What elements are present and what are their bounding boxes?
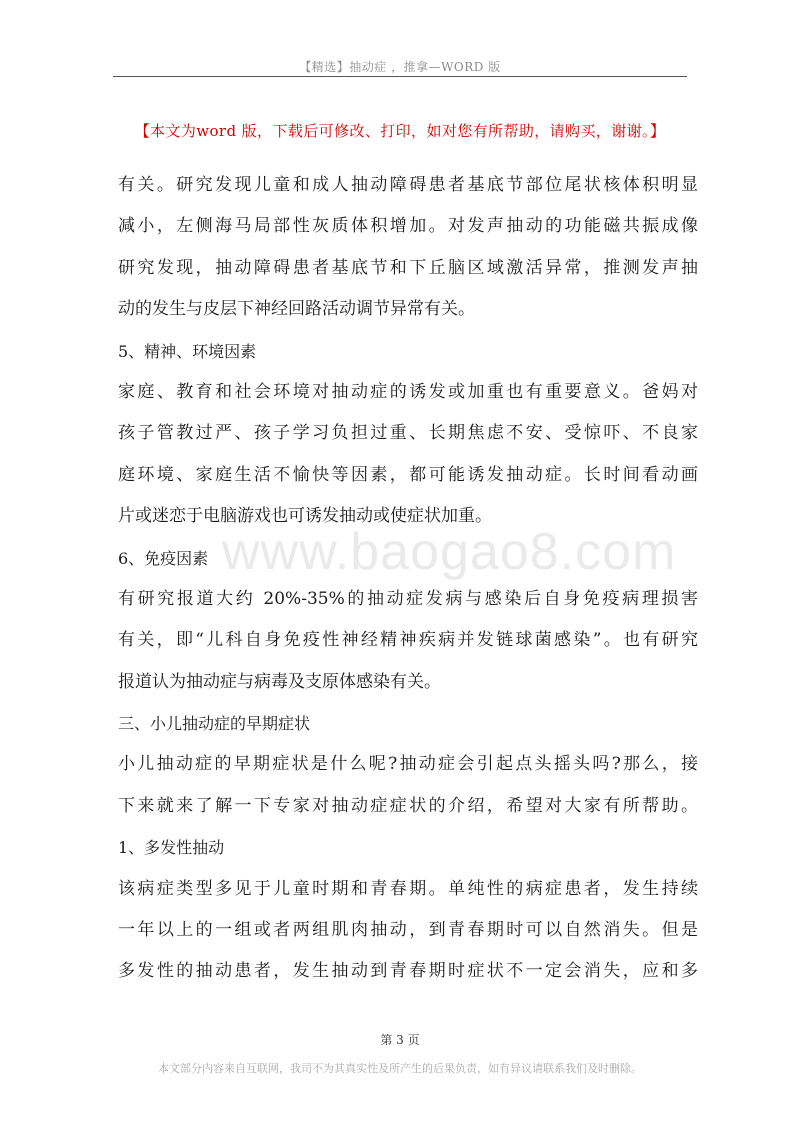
body-text [118,165,698,993]
section-heading: 1、多发性抽动 [118,838,225,858]
paragraph-line: 庭环境、家庭生活不愉快等因素，都可能诱发抽动症。长时间看动画 [118,464,698,485]
paragraph-line: 一年以上的一组或者两组肌肉抽动，到青春期时可以自然消失。但是 [118,920,698,941]
paragraph-line: 孩子管教过严、孩子学习负担过重、长期焦虑不安、受惊吓、不良家 [118,423,698,444]
paragraph-line: 动的发生与皮层下神经回路活动调节异常有关。 [118,299,475,320]
section-heading: 6、免疫因素 [118,548,209,568]
paragraph-line: 该病症类型多见于儿童时期和青春期。单纯性的病症患者，发生持续 [118,878,698,899]
page-number: 第 3 页 [380,1033,420,1047]
download-notice: 【本文为word 版，下载后可修改、打印，如对您有所帮助，请购买，谢谢。】 [134,122,666,140]
paragraph-line: 下来就来了解一下专家对抽动症症状的介绍，希望对大家有所帮助。 [118,795,698,816]
paragraph-line: 有关。研究发现儿童和成人抽动障碍患者基底节部位尾状核体积明显 [118,175,698,195]
disclaimer-footer: 本文部分内容来自互联网，我司不为其真实性及所产生的后果负责，如有异议请联系我们及时删除。 [158,1062,642,1075]
paragraph-line: 片或迷恋于电脑游戏也可诱发抽动或使症状加重。 [118,506,492,527]
paragraph-line: 报道认为抽动症与病毒及支原体感染有关。 [118,671,441,692]
watermark: www.baogao8.com [222,523,677,581]
paragraph-line: 有研究报道大约 20%-35%的抽动症发病与感染后自身免疫病理损害 [118,588,698,609]
header-divider [113,76,687,77]
page-header: 【精选】抽动症 ，推拿—WORD 版 [299,60,501,74]
paragraph-line: 多发性的抽动患者，发生抽动到青春期时症状不一定会消失，应和多 [118,961,698,982]
paragraph-line: 研究发现，抽动障碍患者基底节和下丘脑区域激活异常，推测发声抽 [118,257,698,278]
paragraph-line: 家庭、教育和社会环境对抽动症的诱发或加重也有重要意义。爸妈对 [118,381,698,402]
paragraph-line: 小儿抽动症的早期症状是什么呢?抽动症会引起点头摇头吗?那么，接 [118,754,698,775]
paragraph-line: 有关，即“儿科自身免疫性神经精神疾病并发链球菌感染”。也有研究 [118,630,698,651]
section-heading: 5、精神、环境因素 [118,341,257,361]
section-heading: 三、小儿抽动症的早期症状 [118,714,311,734]
paragraph-line: 减小，左侧海马局部性灰质体积增加。对发声抽动的功能磁共振成像 [118,216,698,237]
